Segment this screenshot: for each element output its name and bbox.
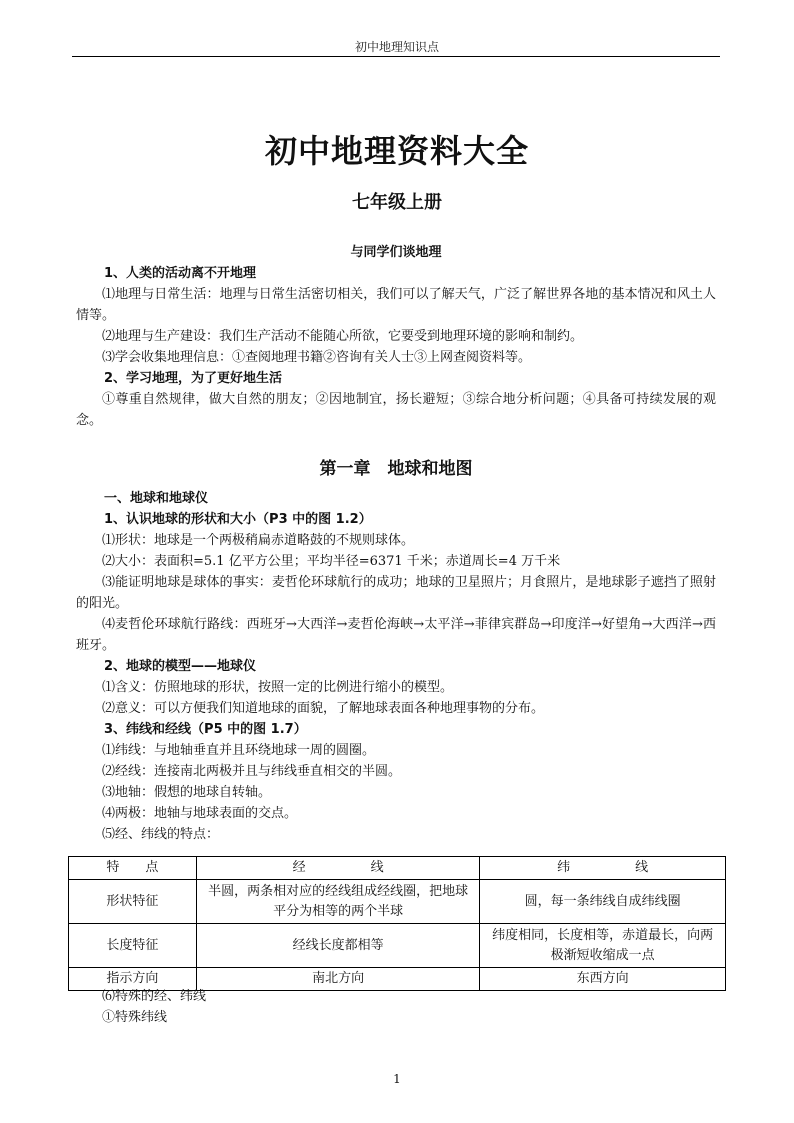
paragraph: ⑴地理与日常生活：地理与日常生活密切相关，我们可以了解天气，广泛了解世界各地的基本情况和风土人情等。 [76, 287, 716, 323]
table-header-row [69, 857, 726, 880]
meridian-parallel-table [68, 856, 726, 991]
paragraph: ⑴含义：仿照地球的形状，按照一定的比例进行缩小的模型。 [102, 680, 454, 695]
chapter-title: 第一章 地球和地图 [319, 459, 473, 479]
table-cell: 形状特征 [69, 880, 197, 924]
paragraph: ⑷两极：地轴与地球表面的交点。 [102, 806, 298, 821]
page-number: 1 [393, 1072, 401, 1086]
paragraph: ⑶地轴：假想的地球自转轴。 [102, 785, 272, 800]
paragraph: ⑷麦哲伦环球航行路线：西班牙→大西洋→麦哲伦海峡→太平洋→菲律宾群岛→印度洋→好望角→大西洋→西班牙。 [76, 617, 716, 653]
paragraph: ①特殊纬线 [102, 1010, 168, 1025]
section-heading: 1、认识地球的形状和大小（P3 中的图 1.2） [104, 512, 372, 527]
paragraph: ⑵地理与生产建设：我们生产活动不能随心所欲，它要受到地理环境的影响和制约。 [102, 329, 584, 344]
table-cell: 纬度相同，长度相等，赤道最长，向两极渐短收缩成一点 [480, 924, 726, 968]
paragraph: ①尊重自然规律，做大自然的朋友；②因地制宜，扬长避短；③综合地分析问题；④具备可持续发展的观念。 [76, 392, 716, 428]
intro-heading: 与同学们谈地理 [350, 245, 442, 260]
table-cell: 东西方向 [480, 968, 726, 991]
table-row [69, 880, 726, 924]
paragraph: ⑵大小：表面积=5.1 亿平方公里；平均半径=6371 千米；赤道周长=4 万千米 [102, 554, 561, 569]
paragraph: ⑸经、纬线的特点： [102, 827, 220, 842]
table-cell: 圆，每一条纬线自成纬线圈 [480, 880, 726, 924]
header-divider [72, 56, 720, 57]
document-title: 初中地理资料大全 [264, 132, 529, 170]
page-header: 初中地理知识点 [354, 40, 439, 54]
part-heading: 一、地球和地球仪 [104, 491, 209, 506]
paragraph: ⑴纬线：与地轴垂直并且环绕地球一周的圆圈。 [102, 743, 376, 758]
table-header-cell: 纬 线 [480, 857, 726, 880]
paragraph: ⑵经线：连接南北两极并且与纬线垂直相交的半圆。 [102, 764, 402, 779]
document-subtitle: 七年级上册 [352, 192, 442, 213]
table-cell: 长度特征 [69, 924, 197, 968]
table-row [69, 924, 726, 968]
section-heading: 1、人类的活动离不开地理 [104, 266, 257, 281]
paragraph: ⑹特殊的经、纬线 [102, 989, 207, 1004]
table-cell: 南北方向 [196, 968, 480, 991]
table-cell: 指示方向 [69, 968, 197, 991]
section-heading: 3、纬线和经线（P5 中的图 1.7） [104, 722, 307, 737]
main-content [76, 242, 716, 845]
paragraph: ⑶能证明地球是球体的事实：麦哲伦环球航行的成功；地球的卫星照片；月食照片，是地球影子遮挡了照射的阳光。 [76, 575, 716, 611]
table-cell: 半圆，两条相对应的经线组成经线圈，把地球平分为相等的两个半球 [196, 880, 480, 924]
table-cell: 经线长度都相等 [196, 924, 480, 968]
section-heading: 2、学习地理，为了更好地生活 [104, 371, 283, 386]
after-table-content [102, 986, 722, 1028]
paragraph: ⑵意义：可以方便我们知道地球的面貌，了解地球表面各种地理事物的分布。 [102, 701, 545, 716]
table-header-cell: 经 线 [196, 857, 480, 880]
paragraph: ⑴形状：地球是一个两极稍扁赤道略鼓的不规则球体。 [102, 533, 415, 548]
section-heading: 2、地球的模型——地球仪 [104, 659, 257, 674]
paragraph: ⑶学会收集地理信息：①查阅地理书籍②咨询有关人士③上网查阅资料等。 [102, 350, 532, 365]
table-header-cell: 特 点 [69, 857, 197, 880]
